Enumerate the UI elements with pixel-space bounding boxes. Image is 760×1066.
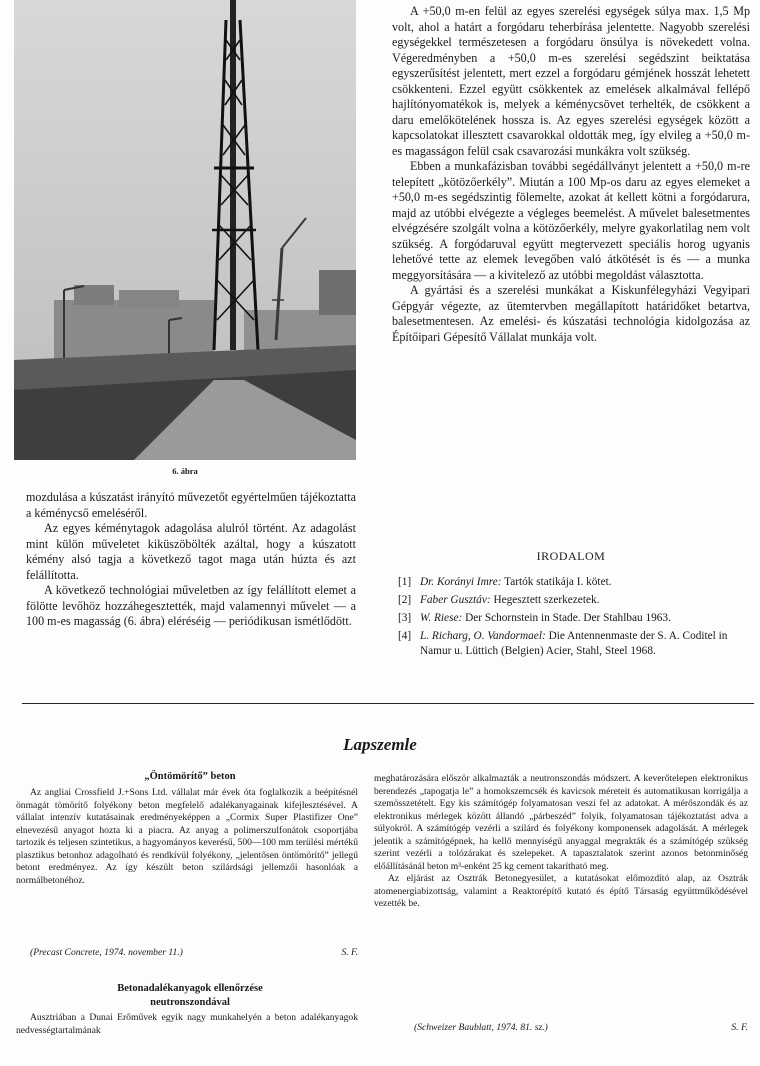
reference-number: [2] xyxy=(398,594,412,606)
paragraph: Ebben a munkafázisban további segédállványt jelentett a +50,0 m-re telepített „kötözőerkély”. Miután a 100 Mp-os daru az egyes elemeket a +50,0 m-es segédszintig fölemelte, azokat át kellett kötni a forgódarura, majd az utóbbi elvégezte a végleges beemelést. A művelet balesetmentes elvégzésére szolgált volna a kötözőerkély, melyre gyakorlatilag nem volt szükség. A forgódaruval együtt megtervezett speciális horog ugyanis lehetővé tette az elemek levegőben való átkötését is és — a munka meggyorsítására — a kivitelező az utóbbi megoldást választotta. xyxy=(392,159,750,282)
paragraph: Ausztriában a Dunai Erőművek egyik nagy munkahelyén a beton adalékanyagok nedvességtartalmának xyxy=(16,1012,358,1036)
left-column xyxy=(26,490,356,630)
article-title xyxy=(14,982,366,1010)
article-source-line xyxy=(414,1022,748,1033)
article-title: „Öntömörítő” beton xyxy=(144,771,236,782)
article-signature: S. F. xyxy=(731,1022,748,1033)
article-source: (Schweizer Baublatt, 1974. 81. sz.) xyxy=(414,1022,548,1033)
article-body xyxy=(16,787,358,887)
section-divider xyxy=(22,703,754,704)
reference-text: Hegesztett szerkezetek. xyxy=(493,594,600,606)
paragraph: A következő technológiai műveletben az így felállított elemet a fölötte levőhöz hozzáhegesztették, majd valamennyi művelet — a 100 m-es magasság (6. ábra) eléréséig — periódikusan ismétlődött. xyxy=(26,583,356,628)
reference-text: Der Schornstein in Stade. Der Stahlbau 1963. xyxy=(465,612,671,624)
paragraph: Az eljárást az Osztrák Betonegyesület, a kutatásokat előmozdító alap, az Osztrák atomenergiabizottság, valamint a Reaktorépítő kutató és építő Társaság együttműködésével vezették be. xyxy=(374,873,748,909)
article-body xyxy=(16,1012,358,1037)
reference-item xyxy=(398,629,750,659)
article-title-line: neutronszondával xyxy=(150,997,230,1008)
article-source-line xyxy=(30,947,358,958)
reference-text: Die Antennenmaste der S. A. Coditel in Namur u. Lüttich (Belgien) Acier, Stahl, Steel 1968. xyxy=(420,630,728,657)
article-source: (Precast Concrete, 1974. november 11.) xyxy=(30,947,183,958)
figure-photo xyxy=(14,0,356,460)
reference-author: L. Richarg, O. Vandormael: xyxy=(420,630,546,642)
paragraph: A +50,0 m-en felül az egyes szerelési egységek súlya max. 1,5 Mp volt, ahol a határt a forgódaru teherbírása jelentette. Nagyobb szerelési egységekkel természetesen a forgódaru önsúlya is növekedett volna. Végeredményben a +50,0 m-es szerelési segédszint beiktatása egyszerűsítést jelentett, mert ezzel a forgódaru gémjének hosszát lehetett csökkenteni. Ezzel együtt csökkentek az emelések alkalmával fellépő hajlítónyomatékok is, melyek a kéménycsövet terhelték, de csökkent a daru emelőkötelének hossza is. Az egyes szerelési egységek között a kapcsolatokat illesztett csavarokkal oldották meg, így elvileg a +50,0 m-es magasságon felül csak csavarozási munkákra volt szükség. xyxy=(392,4,750,158)
paragraph: Az angliai Crossfield J.+Sons Ltd. vállalat már évek óta foglalkozik a beépítésnél önmagát tömörítő folyékony beton megfelelő adalékanyagainak kifejlesztésével. A vállalat intenzív kutatásainak eredményeképpen a „Cormix Super Plastifizer One” elnevezésű anyagot hozta ki a piacra. Az anyag a polimerszulfonátok csoportjába tartozik és teljesen szintetikus, a hagyományos keverésű, 500—100 mm terülési mértékű plasztikus betonhoz adagolható és rendkívül folyékony, „jelentősen öntömörítő” jellegű betont eredményez. Az így készült beton szilárdsági jellemzői hasonlóak a normálbetonéhoz. xyxy=(16,787,358,886)
reference-author: Faber Gusztáv: xyxy=(420,594,491,606)
article-signature: S. F. xyxy=(341,947,358,958)
reference-author: W. Riese: xyxy=(420,612,463,624)
reference-author: Dr. Korányi Imre: xyxy=(420,576,502,588)
references-title: IRODALOM xyxy=(536,549,606,563)
reference-item xyxy=(398,593,750,608)
references-list xyxy=(398,575,750,662)
section-title: Lapszemle xyxy=(343,735,417,754)
reference-text: Tartók statikája I. kötet. xyxy=(504,576,612,588)
reference-number: [3] xyxy=(398,612,412,624)
paragraph: Az egyes kéménytagok adagolása alulról történt. Az adagolást mint külön műveletet kiküszöbölték azáltal, hogy a kúszatott kémény alsó tagja a következő tagot maga után húzta és azt felállította. xyxy=(26,521,356,582)
chimney-photo-drawing xyxy=(14,0,356,460)
paragraph: A gyártási és a szerelési munkákat a Kiskunfélegyházi Vegyipari Gépgyár végezte, az ütemtervben megállapított határidőket betartva, balesetmentesen. Az emelési- és kúszatási technológia kidolgozása az Építőipari Gépesítő Vállalat munkája volt. xyxy=(392,283,750,344)
right-column xyxy=(392,4,750,345)
paragraph: mozdulása a kúszatást irányító művezetőt egyértelműen tájékoztatta a kéménycső emeléséről. xyxy=(26,490,356,520)
reference-number: [4] xyxy=(398,630,412,642)
article-title-line: Betonadalékanyagok ellenőrzése xyxy=(117,983,263,994)
reference-item xyxy=(398,611,750,626)
reference-number: [1] xyxy=(398,576,412,588)
figure-caption: 6. ábra xyxy=(172,466,198,476)
paragraph: meghatározására először alkalmazták a neutronszondás módszert. A keverőtelepen elektronikus berendezés „tapogatja le” a homokszemcsék és kavicsok méreteit és automatikusan korrigálja a szemösszetételt. Egy kis számítógép folyamatosan veszi fel az adatokat. A mérőszondák és az elektronikus mérlegek között állandó „párbeszéd” folyik, folyamatosan tájékoztatást adva a súlyokról. A számítógép vezérli a szilárd és folyékony komponensek adagolását. A mérlegek jelentik a számítógépnek, ha kellő mennyiségű anyaggal megrakták és a számítógép szükség szerint vezérli a tolózárakat és szelepeket. A tapasztalatok szerint azonos betonminőség előállításánál beton m³-enként 25 kg cement takarítható meg. xyxy=(374,773,748,872)
reference-item xyxy=(398,575,750,590)
article-body-continuation xyxy=(374,773,748,911)
